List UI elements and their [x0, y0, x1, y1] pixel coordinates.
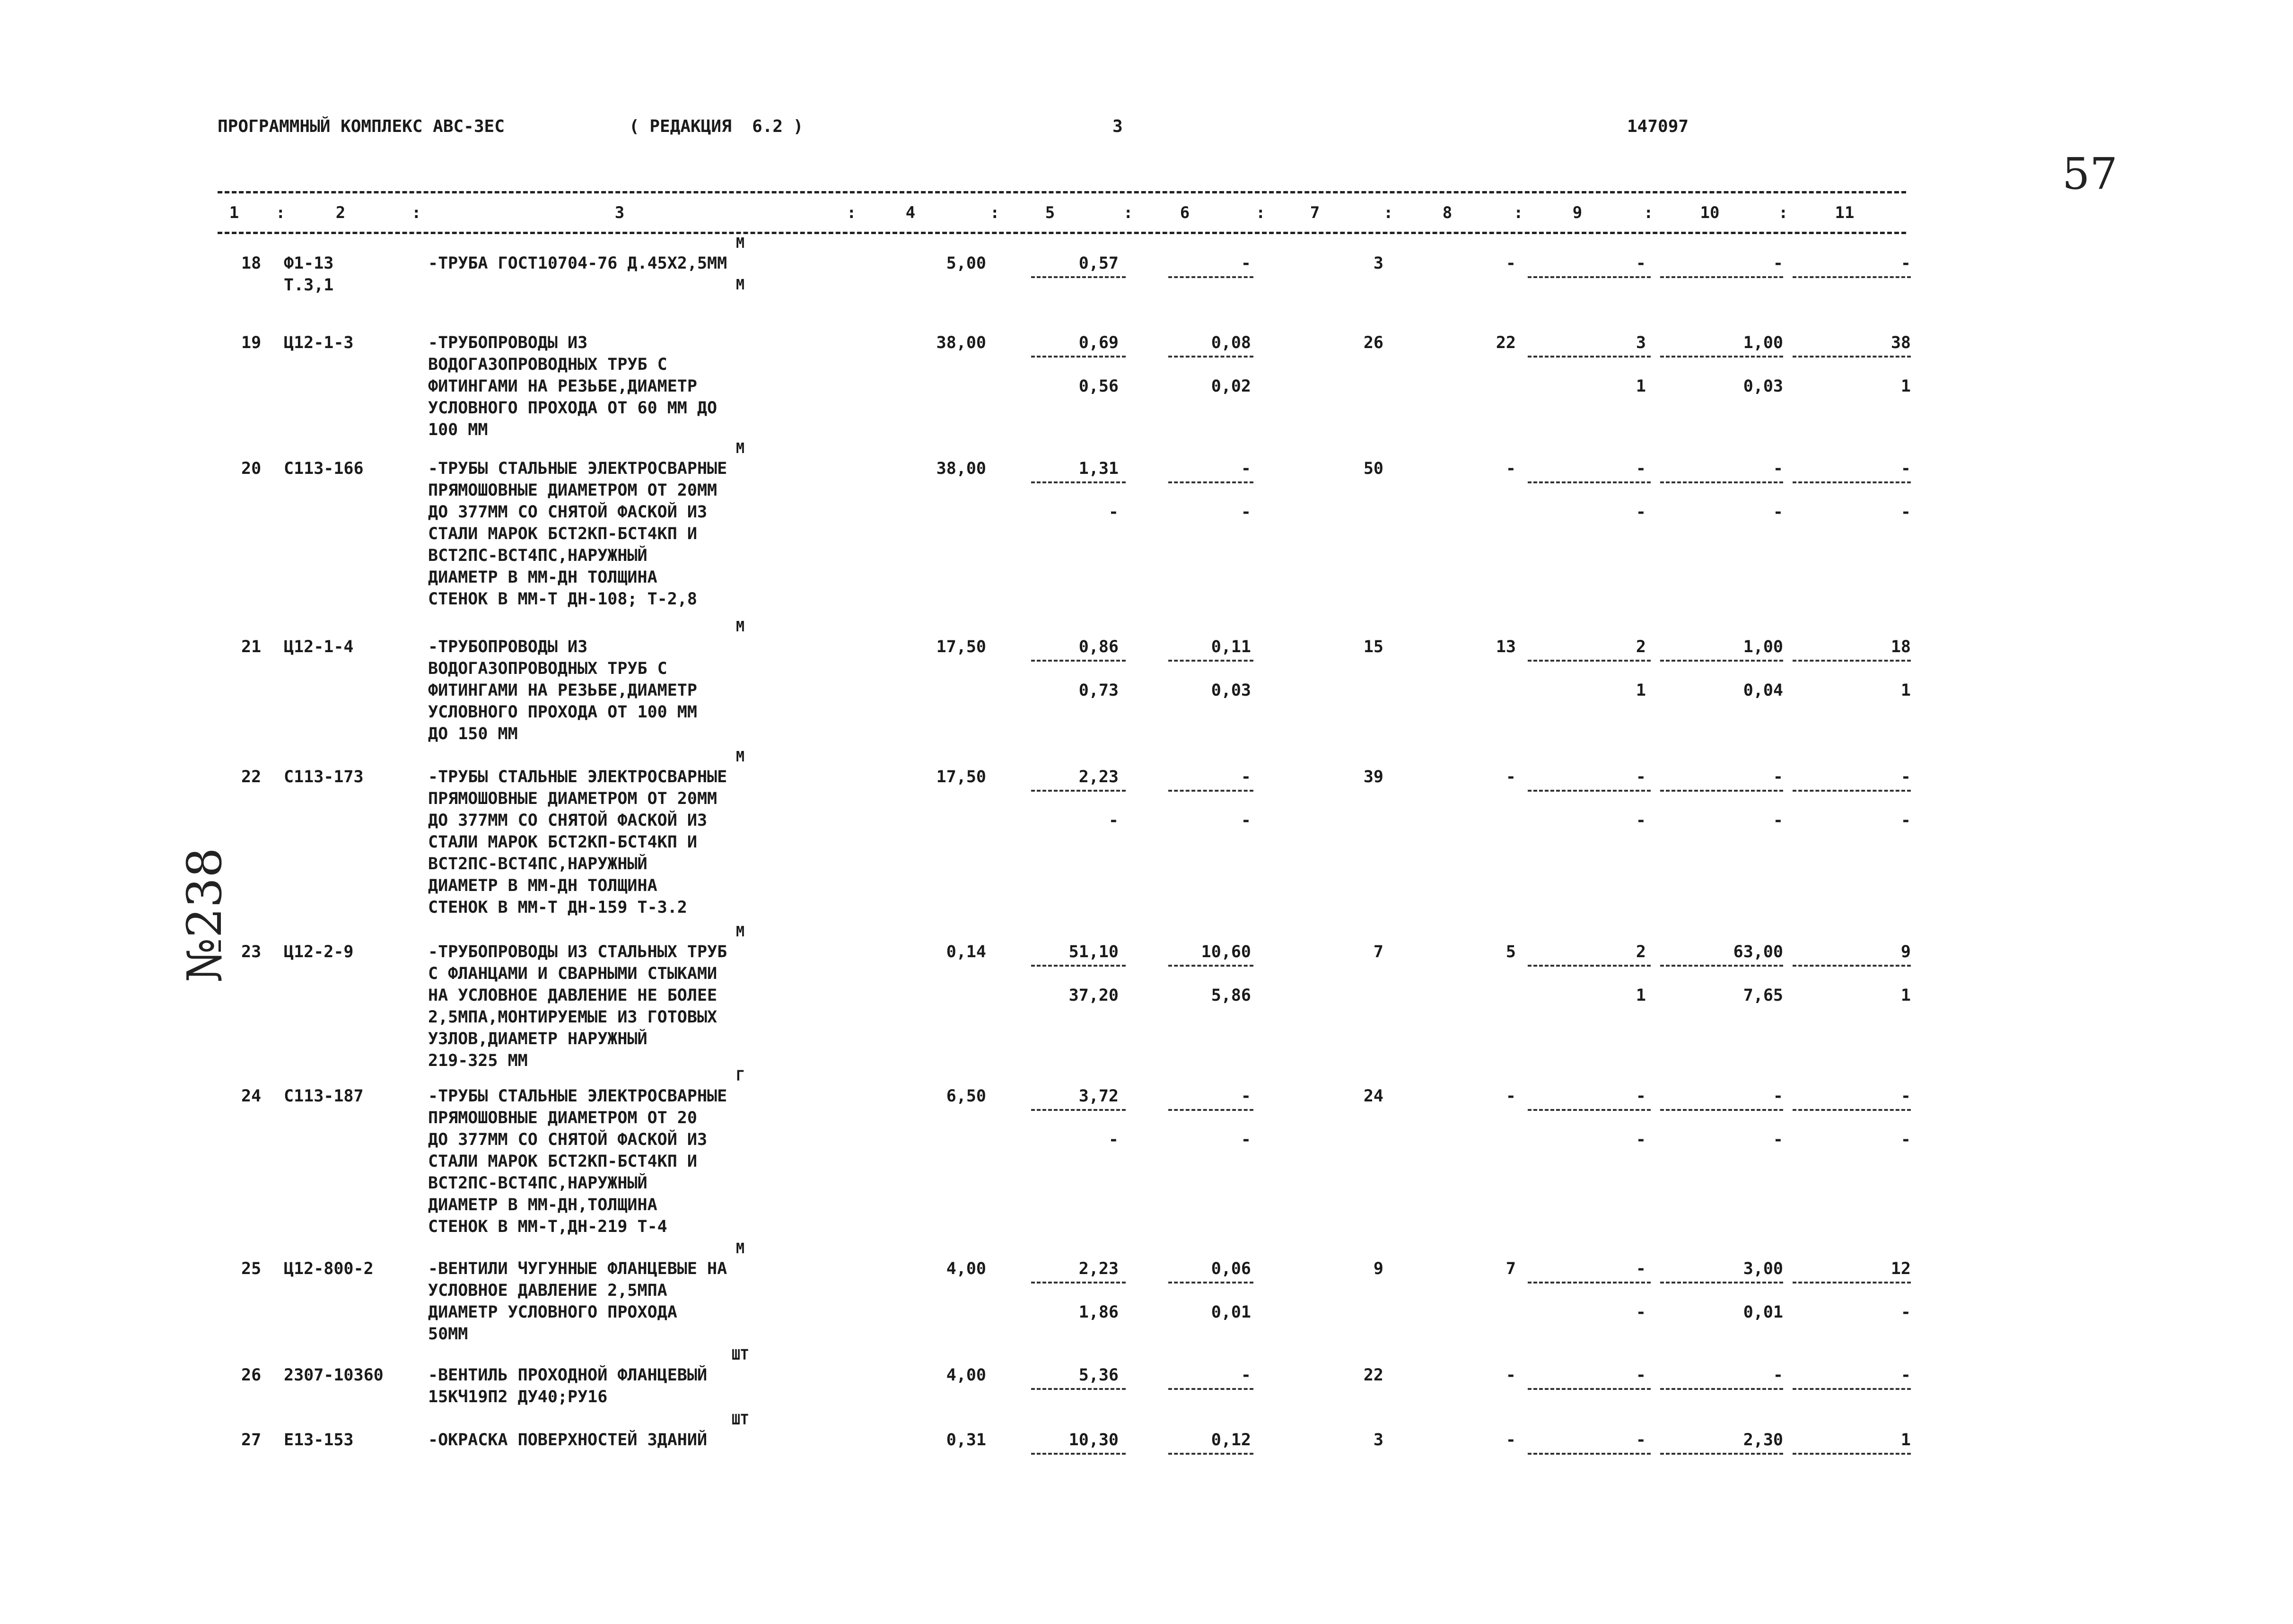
cell-value: -	[1636, 254, 1646, 273]
cell-value-lower: -	[1108, 811, 1119, 830]
cell-divider	[1031, 1282, 1126, 1283]
cell-divider	[1660, 1388, 1783, 1390]
unit-mark: Г	[735, 1068, 745, 1084]
row-number: 19	[241, 333, 262, 352]
work-description: УСЛОВНОГО ПРОХОДА ОТ 100 ММ	[428, 703, 697, 722]
cell-divider	[1660, 1453, 1783, 1455]
cell-value-lower: 37,20	[1068, 986, 1119, 1005]
cell-divider	[1528, 481, 1651, 483]
document-number: 147097	[1627, 117, 1689, 136]
work-description: ПРЯМОШОВНЫЕ ДИАМЕТРОМ ОТ 20	[428, 1109, 697, 1127]
cell-value: 3,00	[1743, 1259, 1783, 1278]
cell-divider	[1528, 965, 1651, 967]
cell-divider	[1031, 276, 1126, 278]
cell-value: 12	[1890, 1259, 1911, 1278]
cell-value: 0,31	[946, 1431, 986, 1449]
resource-code: Е13-153	[284, 1431, 354, 1449]
cell-value: 0,11	[1211, 637, 1251, 656]
work-description: -ТРУБОПРОВОДЫ ИЗ СТАЛЬНЫХ ТРУБ	[428, 943, 727, 961]
column-separator: :	[1256, 203, 1266, 222]
cell-value: 17,50	[936, 637, 986, 656]
cell-divider	[1793, 790, 1911, 792]
cell-value-lower: 0,02	[1211, 377, 1251, 396]
cell-value: 5,00	[946, 254, 986, 273]
cell-value: 3	[1373, 254, 1383, 273]
work-description: ФИТИНГАМИ НА РЕЗЬБЕ,ДИАМЕТР	[428, 681, 697, 700]
cell-value: -	[1241, 459, 1251, 478]
cell-value-lower: 1	[1636, 681, 1646, 700]
cell-value-lower: -	[1773, 811, 1783, 830]
cell-value: -	[1636, 1259, 1646, 1278]
cell-value: 0,86	[1078, 637, 1119, 656]
resource-code: Т.3,1	[284, 276, 334, 295]
column-header: 3	[614, 203, 625, 222]
work-description: -ТРУБЫ СТАЛЬНЫЕ ЭЛЕКТРОСВАРНЫЕ	[428, 1087, 727, 1106]
cell-value-lower: -	[1900, 1130, 1911, 1149]
work-description: СТЕНОК В ММ-Т ДН-159 Т-3.2	[428, 898, 687, 917]
column-header: 6	[1180, 203, 1190, 222]
cell-divider	[1660, 1282, 1783, 1283]
resource-code: С113-187	[284, 1087, 364, 1106]
work-description: 15КЧ19П2 ДУ40;РУ16	[428, 1388, 608, 1406]
cell-divider	[1793, 1453, 1911, 1455]
column-separator: :	[1514, 203, 1523, 222]
cell-divider	[1168, 1388, 1253, 1390]
work-description: ДИАМЕТР УСЛОВНОГО ПРОХОДА	[428, 1303, 677, 1322]
cell-value: 3,72	[1078, 1087, 1119, 1106]
column-separator: :	[990, 203, 1000, 222]
cell-divider	[1793, 1282, 1911, 1283]
column-header: 9	[1572, 203, 1583, 222]
cell-value: 15	[1363, 637, 1383, 656]
cell-value-lower: 0,03	[1211, 681, 1251, 700]
cell-value-lower: -	[1773, 503, 1783, 522]
cell-value: 50	[1363, 459, 1383, 478]
cell-value: 6,50	[946, 1087, 986, 1106]
cell-value: -	[1505, 459, 1516, 478]
cell-value: -	[1900, 1366, 1911, 1385]
cell-value: -	[1505, 1366, 1516, 1385]
cell-value-lower: -	[1241, 811, 1251, 830]
cell-value: 9	[1900, 943, 1911, 961]
row-number: 21	[241, 637, 262, 656]
cell-value: -	[1636, 459, 1646, 478]
unit-mark: М	[735, 749, 745, 765]
cell-divider	[1793, 276, 1911, 278]
cell-value: 0,14	[946, 943, 986, 961]
work-description: -ТРУБОПРОВОДЫ ИЗ	[428, 637, 588, 656]
cell-value: 26	[1363, 333, 1383, 352]
unit-mark: ШТ	[731, 1412, 749, 1428]
table-top-rule	[218, 191, 1906, 193]
cell-divider	[1031, 1109, 1126, 1111]
cell-value: -	[1773, 1366, 1783, 1385]
cell-value-lower: -	[1900, 1303, 1911, 1322]
work-description: НА УСЛОВНОЕ ДАВЛЕНИЕ НЕ БОЛЕЕ	[428, 986, 718, 1005]
cell-value: 5	[1505, 943, 1516, 961]
cell-value: -	[1773, 1087, 1783, 1106]
work-description: -ТРУБА ГОСТ10704-76 Д.45Х2,5ММ	[428, 254, 727, 273]
cell-divider	[1031, 356, 1126, 358]
cell-divider	[1660, 660, 1783, 662]
cell-value: 10,60	[1201, 943, 1251, 961]
row-number: 23	[241, 943, 262, 961]
resource-code: Ц12-2-9	[284, 943, 354, 961]
cell-value: 38,00	[936, 333, 986, 352]
row-number: 22	[241, 768, 262, 786]
column-header: 5	[1045, 203, 1055, 222]
cell-value: -	[1505, 1087, 1516, 1106]
work-description: СТАЛИ МАРОК БСТ2КП-БСТ4КП И	[428, 833, 697, 852]
work-description: ДИАМЕТР В ММ-ДН ТОЛЩИНА	[428, 876, 657, 895]
work-description: -ТРУБЫ СТАЛЬНЫЕ ЭЛЕКТРОСВАРНЫЕ	[428, 768, 727, 786]
cell-value-lower: 1,86	[1078, 1303, 1119, 1322]
cell-value-lower: -	[1773, 1130, 1783, 1149]
unit-mark: М	[735, 619, 745, 635]
cell-value: -	[1241, 1366, 1251, 1385]
cell-value: 0,12	[1211, 1431, 1251, 1449]
cell-value-lower: 1	[1900, 681, 1911, 700]
cell-value: 3	[1636, 333, 1646, 352]
work-description: 50ММ	[428, 1325, 468, 1344]
cell-value: 3	[1373, 1431, 1383, 1449]
cell-divider	[1793, 481, 1911, 483]
cell-value: -	[1900, 459, 1911, 478]
column-separator: :	[1644, 203, 1654, 222]
cell-divider	[1168, 660, 1253, 662]
column-header: 11	[1835, 203, 1855, 222]
work-description: ВОДОГАЗОПРОВОДНЫХ ТРУБ С	[428, 355, 667, 374]
unit-mark: М	[735, 235, 745, 252]
cell-value: -	[1900, 254, 1911, 273]
cell-divider	[1660, 790, 1783, 792]
work-description: ПРЯМОШОВНЫЕ ДИАМЕТРОМ ОТ 20ММ	[428, 481, 718, 500]
cell-value: 51,10	[1068, 943, 1119, 961]
cell-divider	[1528, 1388, 1651, 1390]
cell-divider	[1528, 660, 1651, 662]
work-description: 2,5МПА,МОНТИРУЕМЫЕ ИЗ ГОТОВЫХ	[428, 1008, 718, 1027]
cell-divider	[1168, 965, 1253, 967]
cell-divider	[1031, 1388, 1126, 1390]
cell-divider	[1793, 1109, 1911, 1111]
unit-mark: М	[735, 277, 745, 293]
handwritten-page-number: 57	[2062, 148, 2118, 199]
cell-value: 4,00	[946, 1259, 986, 1278]
page-number: 3	[1112, 117, 1123, 136]
column-header: 8	[1442, 203, 1453, 222]
cell-value-lower: -	[1636, 503, 1646, 522]
cell-divider	[1528, 276, 1651, 278]
cell-value-lower: 7,65	[1743, 986, 1783, 1005]
cell-value: 38	[1890, 333, 1911, 352]
cell-divider	[1031, 660, 1126, 662]
column-header: 10	[1700, 203, 1720, 222]
work-description: -ТРУБОПРОВОДЫ ИЗ	[428, 333, 588, 352]
row-number: 26	[241, 1366, 262, 1385]
cell-value: 10,30	[1068, 1431, 1119, 1449]
cell-value-lower: 0,04	[1743, 681, 1783, 700]
resource-code: Ф1-13	[284, 254, 334, 273]
work-description: -ТРУБЫ СТАЛЬНЫЕ ЭЛЕКТРОСВАРНЫЕ	[428, 459, 727, 478]
work-description: УСЛОВНОГО ПРОХОДА ОТ 60 ММ ДО	[428, 399, 718, 418]
column-separator: :	[1383, 203, 1393, 222]
cell-value: 0,57	[1078, 254, 1119, 273]
cell-value: 2	[1636, 943, 1646, 961]
row-number: 24	[241, 1087, 262, 1106]
cell-value: 2,30	[1743, 1431, 1783, 1449]
cell-value: -	[1241, 254, 1251, 273]
cell-value: 7	[1505, 1259, 1516, 1278]
edition-label: ( РЕДАКЦИЯ 6.2 )	[629, 117, 804, 136]
cell-value: 9	[1373, 1259, 1383, 1278]
cell-value: -	[1773, 459, 1783, 478]
table-header-rule	[218, 232, 1906, 234]
cell-divider	[1168, 1109, 1253, 1111]
work-description: ДИАМЕТР В ММ-ДН,ТОЛЩИНА	[428, 1196, 657, 1214]
cell-divider	[1528, 1282, 1651, 1283]
work-description: ВСТ2ПС-ВСТ4ПС,НАРУЖНЫЙ	[428, 855, 648, 873]
cell-value-lower: 1	[1900, 377, 1911, 396]
cell-value: 38,00	[936, 459, 986, 478]
work-description: С ФЛАНЦАМИ И СВАРНЫМИ СТЫКАМИ	[428, 964, 718, 983]
resource-code: С113-166	[284, 459, 364, 478]
work-description: СТАЛИ МАРОК БСТ2КП-БСТ4КП И	[428, 1152, 697, 1171]
cell-value: 1,00	[1743, 637, 1783, 656]
cell-divider	[1793, 660, 1911, 662]
cell-value: 39	[1363, 768, 1383, 786]
work-description: ДО 377ММ СО СНЯТОЙ ФАСКОЙ ИЗ	[428, 503, 708, 522]
cell-value: 4,00	[946, 1366, 986, 1385]
work-description: ВСТ2ПС-ВСТ4ПС,НАРУЖНЫЙ	[428, 1174, 648, 1193]
cell-value: 22	[1496, 333, 1516, 352]
cell-value: -	[1773, 768, 1783, 786]
cell-value: -	[1241, 768, 1251, 786]
cell-divider	[1660, 965, 1783, 967]
cell-value: -	[1505, 768, 1516, 786]
cell-divider	[1660, 276, 1783, 278]
cell-divider	[1168, 481, 1253, 483]
cell-value: 2	[1636, 637, 1646, 656]
work-description: 100 ММ	[428, 420, 488, 439]
cell-value-lower: 1	[1636, 986, 1646, 1005]
cell-value: -	[1636, 1366, 1646, 1385]
cell-divider	[1528, 790, 1651, 792]
work-description: УЗЛОВ,ДИАМЕТР НАРУЖНЫЙ	[428, 1030, 648, 1048]
column-separator: :	[1123, 203, 1133, 222]
row-number: 27	[241, 1431, 262, 1449]
cell-value-lower: 1	[1900, 986, 1911, 1005]
cell-value-lower: 0,01	[1743, 1303, 1783, 1322]
resource-code: Ц12-1-4	[284, 637, 354, 656]
cell-divider	[1168, 1282, 1253, 1283]
cell-value-lower: -	[1636, 811, 1646, 830]
cell-value-lower: -	[1108, 1130, 1119, 1149]
resource-code: 2307-10360	[284, 1366, 384, 1385]
cell-divider	[1793, 965, 1911, 967]
cell-value: 1,31	[1078, 459, 1119, 478]
cell-divider	[1031, 1453, 1126, 1455]
cell-divider	[1793, 356, 1911, 358]
cell-value: 2,23	[1078, 1259, 1119, 1278]
cell-value: 1,00	[1743, 333, 1783, 352]
work-description: ДО 377ММ СО СНЯТОЙ ФАСКОЙ ИЗ	[428, 1130, 708, 1149]
cell-value-lower: -	[1108, 503, 1119, 522]
resource-code: Ц12-800-2	[284, 1259, 374, 1278]
cell-value: 0,08	[1211, 333, 1251, 352]
work-description: -ОКРАСКА ПОВЕРХНОСТЕЙ ЗДАНИЙ	[428, 1431, 708, 1449]
work-description: ДО 150 ММ	[428, 725, 518, 743]
cell-value: -	[1241, 1087, 1251, 1106]
cell-divider	[1660, 356, 1783, 358]
cell-divider	[1660, 1109, 1783, 1111]
work-description: ВОДОГАЗОПРОВОДНЫХ ТРУБ С	[428, 659, 667, 678]
cell-value: -	[1900, 1087, 1911, 1106]
cell-value-lower: 5,86	[1211, 986, 1251, 1005]
work-description: ДО 377ММ СО СНЯТОЙ ФАСКОЙ ИЗ	[428, 811, 708, 830]
work-description: 219-325 ММ	[428, 1051, 528, 1070]
column-header: 2	[335, 203, 346, 222]
cell-value-lower: -	[1900, 811, 1911, 830]
cell-value: -	[1900, 768, 1911, 786]
resource-code: С113-173	[284, 768, 364, 786]
unit-mark: М	[735, 1240, 745, 1257]
cell-divider	[1168, 790, 1253, 792]
cell-value-lower: 1	[1636, 377, 1646, 396]
cell-value: -	[1636, 1431, 1646, 1449]
cell-value: 63,00	[1733, 943, 1783, 961]
cell-value-lower: 0,01	[1211, 1303, 1251, 1322]
cell-value: 5,36	[1078, 1366, 1119, 1385]
column-separator: :	[411, 203, 421, 222]
cell-value-lower: -	[1636, 1303, 1646, 1322]
cell-value: 1	[1900, 1431, 1911, 1449]
cell-value-lower: -	[1636, 1130, 1646, 1149]
work-description: ФИТИНГАМИ НА РЕЗЬБЕ,ДИАМЕТР	[428, 377, 697, 396]
work-description: СТАЛИ МАРОК БСТ2КП-БСТ4КП И	[428, 524, 697, 543]
unit-mark: ШТ	[731, 1347, 749, 1363]
cell-value: 0,06	[1211, 1259, 1251, 1278]
cell-value: 2,23	[1078, 768, 1119, 786]
cell-value-lower: -	[1241, 1130, 1251, 1149]
handwritten-margin-note: №238	[176, 847, 232, 983]
row-number: 20	[241, 459, 262, 478]
cell-value: -	[1505, 1431, 1516, 1449]
work-description: СТЕНОК В ММ-Т,ДН-219 Т-4	[428, 1217, 667, 1236]
work-description: ДИАМЕТР В ММ-ДН ТОЛЩИНА	[428, 568, 657, 587]
cell-divider	[1528, 1453, 1651, 1455]
cell-divider	[1528, 356, 1651, 358]
cell-value-lower: -	[1241, 503, 1251, 522]
cell-value-lower: 0,56	[1078, 377, 1119, 396]
cell-divider	[1031, 481, 1126, 483]
column-separator: :	[1778, 203, 1788, 222]
column-separator: :	[276, 203, 286, 222]
cell-value: 13	[1496, 637, 1516, 656]
cell-divider	[1528, 1109, 1651, 1111]
cell-value: -	[1636, 768, 1646, 786]
work-description: УСЛОВНОЕ ДАВЛЕНИЕ 2,5МПА	[428, 1281, 667, 1300]
cell-value: 0,69	[1078, 333, 1119, 352]
cell-divider	[1793, 1388, 1911, 1390]
cell-value-lower: -	[1900, 503, 1911, 522]
cell-divider	[1168, 356, 1253, 358]
unit-mark: М	[735, 924, 745, 940]
cell-value-lower: 0,03	[1743, 377, 1783, 396]
unit-mark: М	[735, 440, 745, 457]
cell-value: 22	[1363, 1366, 1383, 1385]
resource-code: Ц12-1-3	[284, 333, 354, 352]
cell-value: -	[1636, 1087, 1646, 1106]
cell-divider	[1168, 276, 1253, 278]
cell-value-lower: 0,73	[1078, 681, 1119, 700]
work-description: -ВЕНТИЛИ ЧУГУННЫЕ ФЛАНЦЕВЫЕ НА	[428, 1259, 727, 1278]
cell-value: 24	[1363, 1087, 1383, 1106]
column-header: 1	[229, 203, 239, 222]
column-header: 4	[905, 203, 916, 222]
column-header: 7	[1310, 203, 1320, 222]
cell-value: 7	[1373, 943, 1383, 961]
row-number: 18	[241, 254, 262, 273]
row-number: 25	[241, 1259, 262, 1278]
cell-value: -	[1773, 254, 1783, 273]
cell-value: 18	[1890, 637, 1911, 656]
work-description: ВСТ2ПС-ВСТ4ПС,НАРУЖНЫЙ	[428, 546, 648, 565]
work-description: ПРЯМОШОВНЫЕ ДИАМЕТРОМ ОТ 20ММ	[428, 789, 718, 808]
cell-value: -	[1505, 254, 1516, 273]
cell-divider	[1031, 965, 1126, 967]
program-title: ПРОГРАММНЫЙ КОМПЛЕКС АВС-3ЕС	[218, 117, 505, 136]
work-description: -ВЕНТИЛЬ ПРОХОДНОЙ ФЛАНЦЕВЫЙ	[428, 1366, 708, 1385]
column-separator: :	[847, 203, 857, 222]
work-description: СТЕНОК В ММ-Т ДН-108; Т-2,8	[428, 590, 697, 609]
cell-divider	[1031, 790, 1126, 792]
cell-divider	[1168, 1453, 1253, 1455]
cell-divider	[1660, 481, 1783, 483]
cell-value: 17,50	[936, 768, 986, 786]
